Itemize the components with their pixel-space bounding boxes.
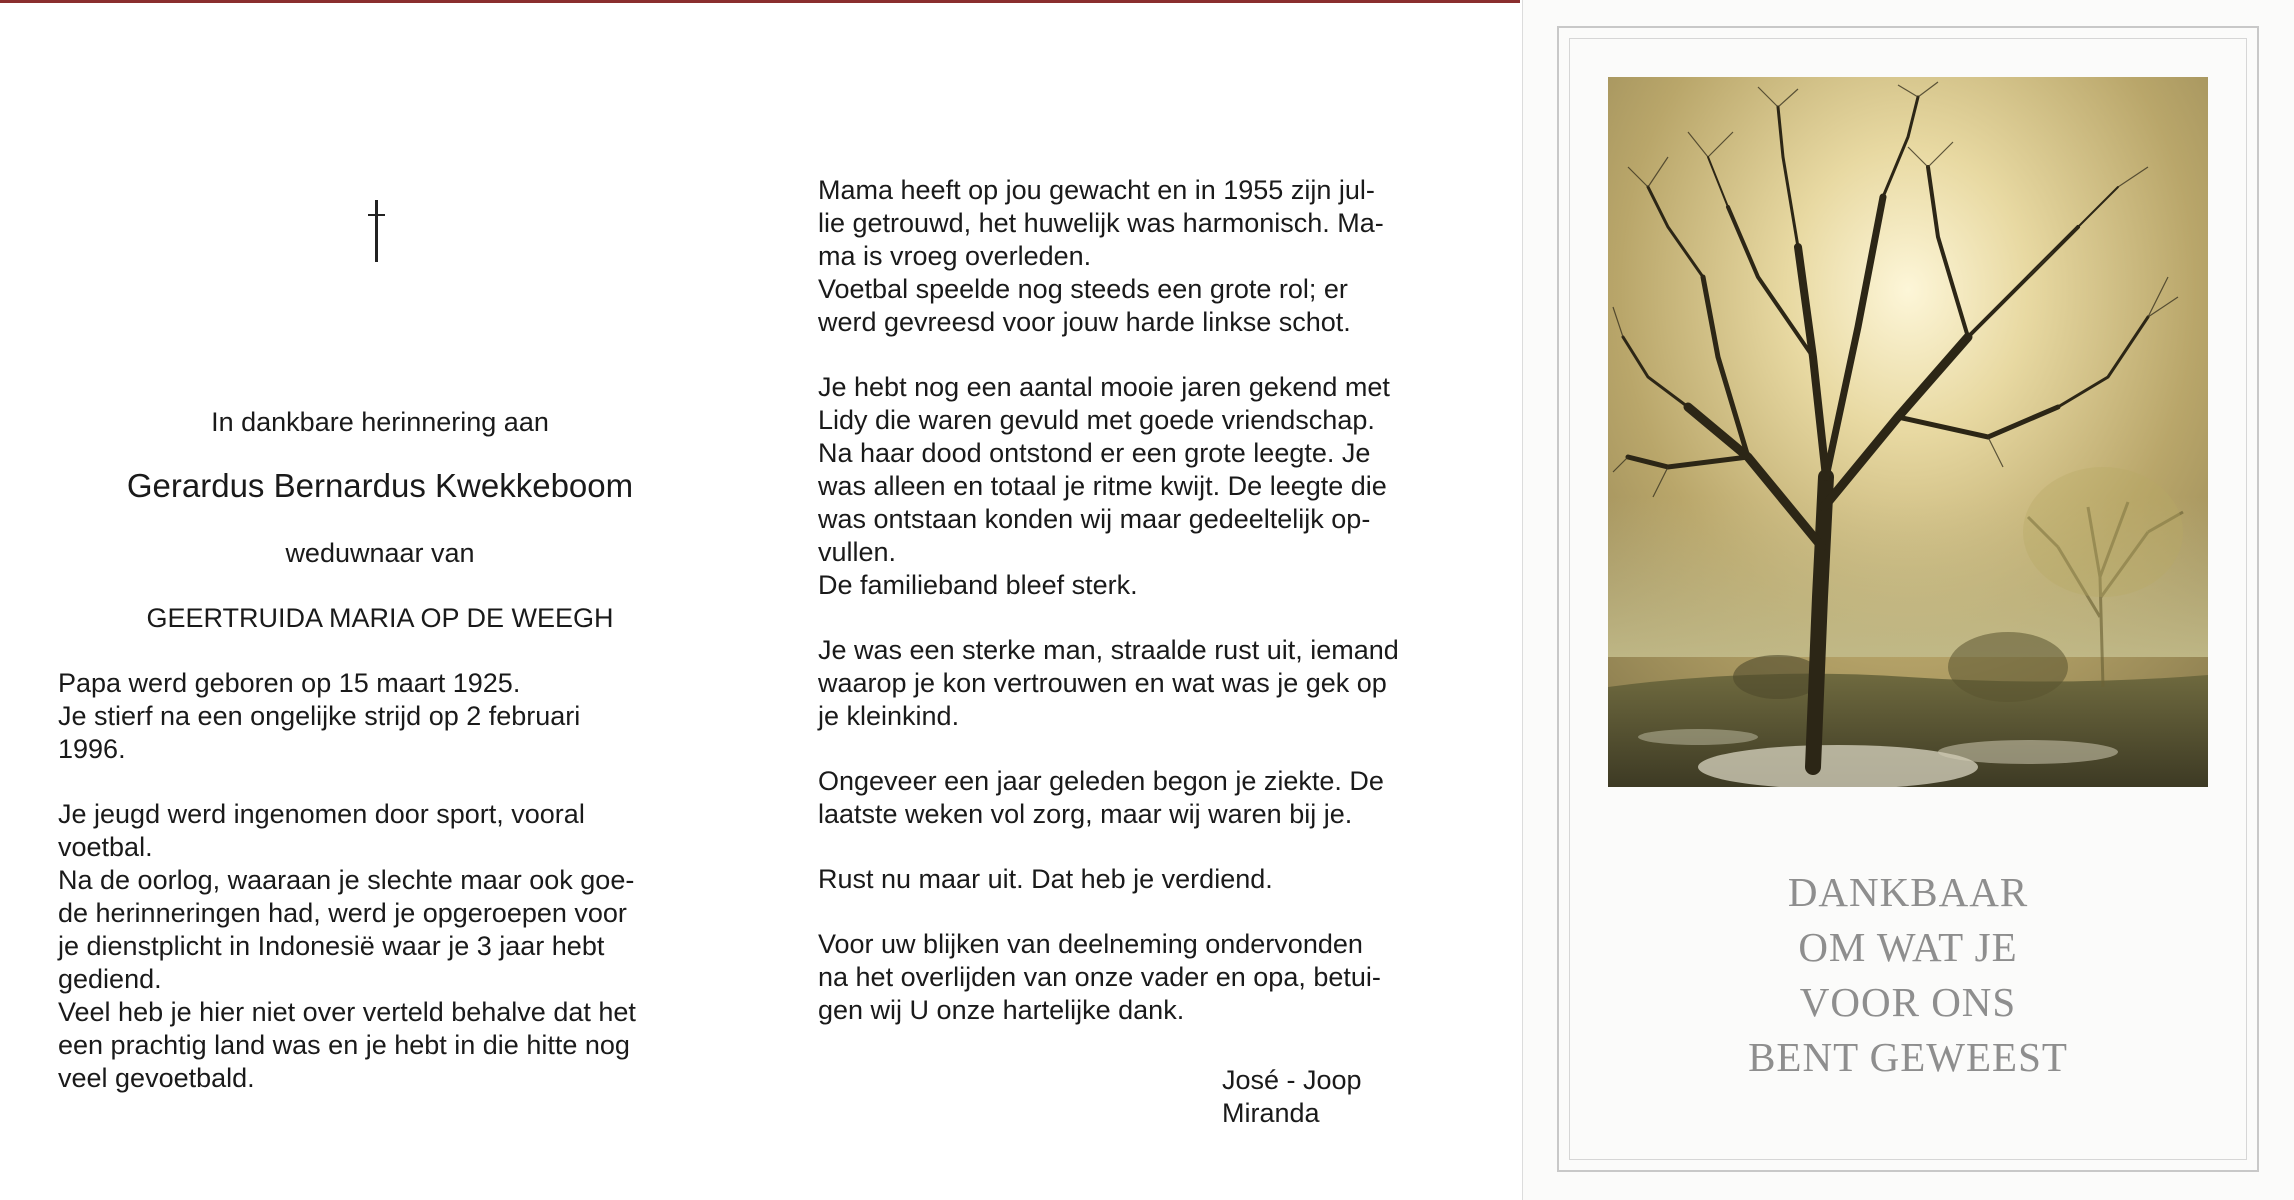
top-edge-rule bbox=[0, 0, 1520, 3]
intro-line: In dankbare herinnering aan bbox=[211, 407, 549, 437]
illness-paragraph: Ongeveer een jaar geleden begon je ziekte. De laatste weken vol zorg, maar wij waren bij je. bbox=[818, 766, 1384, 829]
memorial-card-cover bbox=[1523, 0, 2294, 1200]
signature-line-1: José - Joop bbox=[1222, 1065, 1362, 1095]
cross-icon bbox=[375, 200, 378, 262]
birth-death-paragraph: Papa werd geboren op 15 maart 1925. Je stierf na een ongelijke strijd op 2 februari 1996. bbox=[58, 668, 581, 764]
rest-paragraph: Rust nu maar uit. Dat heb je verdiend. bbox=[818, 864, 1273, 894]
spouse-name: GEERTRUIDA MARIA OP DE WEEGH bbox=[146, 603, 614, 633]
character-paragraph: Je was een sterke man, straalde rust uit, iemand waarop je kon vertrouwen en wat was je gek op je kleinkind. bbox=[818, 635, 1399, 731]
middle-text-column bbox=[818, 174, 1460, 1027]
signature-block bbox=[1222, 1064, 1362, 1130]
card-motto bbox=[1557, 865, 2259, 1085]
deceased-name: Gerardus Bernardus Kwekkeboom bbox=[126, 467, 634, 504]
tree-landscape-photo bbox=[1608, 77, 2208, 787]
motto-line-2: OM WAT JE bbox=[1798, 924, 2018, 970]
left-text-column bbox=[58, 667, 698, 1095]
thanks-paragraph: Voor uw blijken van deelneming ondervonden na het overlijden van onze vader en opa, betui- gen wij U onze hartelijke dank. bbox=[818, 929, 1381, 1025]
signature-line-2: Miranda bbox=[1222, 1098, 1320, 1128]
motto-line-3: VOOR ONS bbox=[1799, 979, 2017, 1025]
motto-line-4: BENT GEWEEST bbox=[1748, 1034, 2068, 1080]
motto-line-1: DANKBAAR bbox=[1787, 869, 2029, 915]
youth-paragraph: Je jeugd werd ingenomen door sport, vooral voetbal. Na de oorlog, waaraan je slechte maar ook goe- de herinneringen had, werd je opgeroepen voor je dienstplicht in Indonesië waar je 3 jaar hebt gediend. Veel heb je hier niet over verteld behalve dat het een prachtig land was en je hebt in die hitte nog veel gevoetbald. bbox=[58, 799, 636, 1093]
lidy-paragraph: Je hebt nog een aantal mooie jaren gekend met Lidy die waren gevuld met goede vriendschap. Na haar dood ontstond er een grote leegte. Je was alleen en totaal je ritme kwijt. De leegte die was ontstaan konden wij maar gedeeltelijk op- vullen. De familieband bleef sterk. bbox=[818, 372, 1390, 600]
widower-of-line: weduwnaar van bbox=[285, 538, 475, 568]
marriage-paragraph: Mama heeft op jou gewacht en in 1955 zijn jul- lie getrouwd, het huwelijk was harmonisch. Ma- ma is vroeg overleden. Voetbal speelde nog steeds een grote rol; er werd gevreesd voor jouw harde linkse schot. bbox=[818, 175, 1384, 337]
